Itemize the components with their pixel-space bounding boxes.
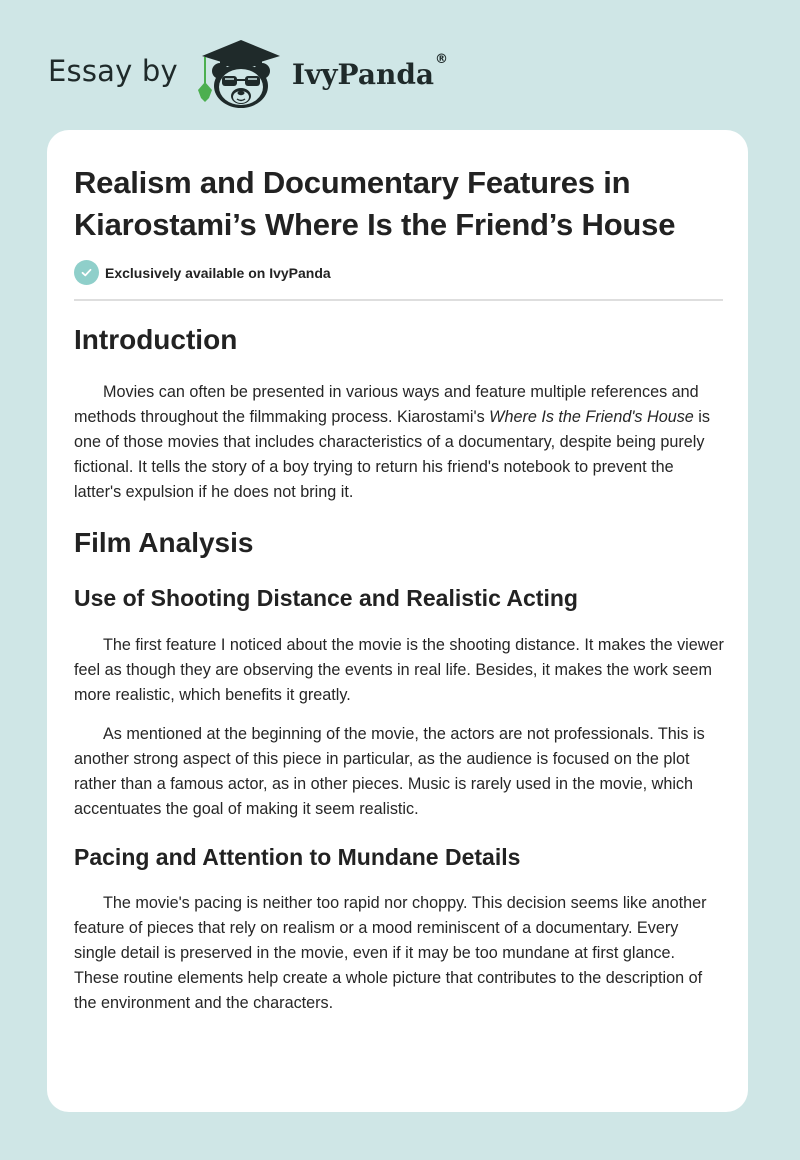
heading-shooting-distance: Use of Shooting Distance and Realistic Acting	[74, 585, 578, 611]
brand-header[interactable]	[48, 36, 448, 110]
paragraph: Movies can often be presented in various ways and feature multiple references and methods throughout the filmmaking process. Kiarostami's Where Is the Friend's House is one of those movies that includes characteristics of a documentary, despite being purely fictional. It tells the story of a boy trying to return his friend's notebook to prevent the latter's expulsion if he does not bring it.	[74, 383, 710, 501]
exclusive-badge	[74, 260, 724, 285]
paragraph: The movie's pacing is neither too rapid nor choppy. This decision seems like another feature of pieces that rely on realism or a mood reminiscent of a documentary. Every single detail is preserved in the movie, even if it may be too mundane at first glance. These routine elements help create a whole picture that contributes to the description of the environment and the characters.	[74, 894, 707, 1012]
heading-introduction: Introduction	[74, 324, 238, 355]
essay-content	[74, 162, 724, 1016]
exclusive-label: Exclusively available on IvyPanda	[105, 264, 331, 281]
film-title-italic: Where Is the Friend's House	[489, 408, 694, 426]
registered-mark: ®	[435, 51, 449, 67]
panda-logo-icon	[196, 36, 286, 110]
essay-card	[47, 130, 748, 1112]
heading-film-analysis: Film Analysis	[74, 527, 254, 558]
check-circle-icon	[74, 260, 99, 285]
brand-prefix: Essay by	[48, 54, 178, 88]
paragraph: As mentioned at the beginning of the movie, the actors are not professionals. This is another strong aspect of this piece in particular, as the audience is focused on the plot rather than a famous actor, as in other pieces. Music is rarely used in the movie, which accentuates the goal of making it seem realistic.	[74, 725, 705, 818]
paragraph: The first feature I noticed about the movie is the shooting distance. It makes the viewer feel as though they are observing the events in real life. Besides, it makes the work seem more realistic, which benefits it greatly.	[74, 636, 724, 704]
essay-title: Realism and Documentary Features in Kiarostami’s Where Is the Friend’s House	[74, 165, 676, 242]
title-divider	[74, 299, 723, 301]
brand-name: IvyPanda®	[291, 51, 449, 91]
heading-pacing: Pacing and Attention to Mundane Details	[74, 844, 521, 870]
